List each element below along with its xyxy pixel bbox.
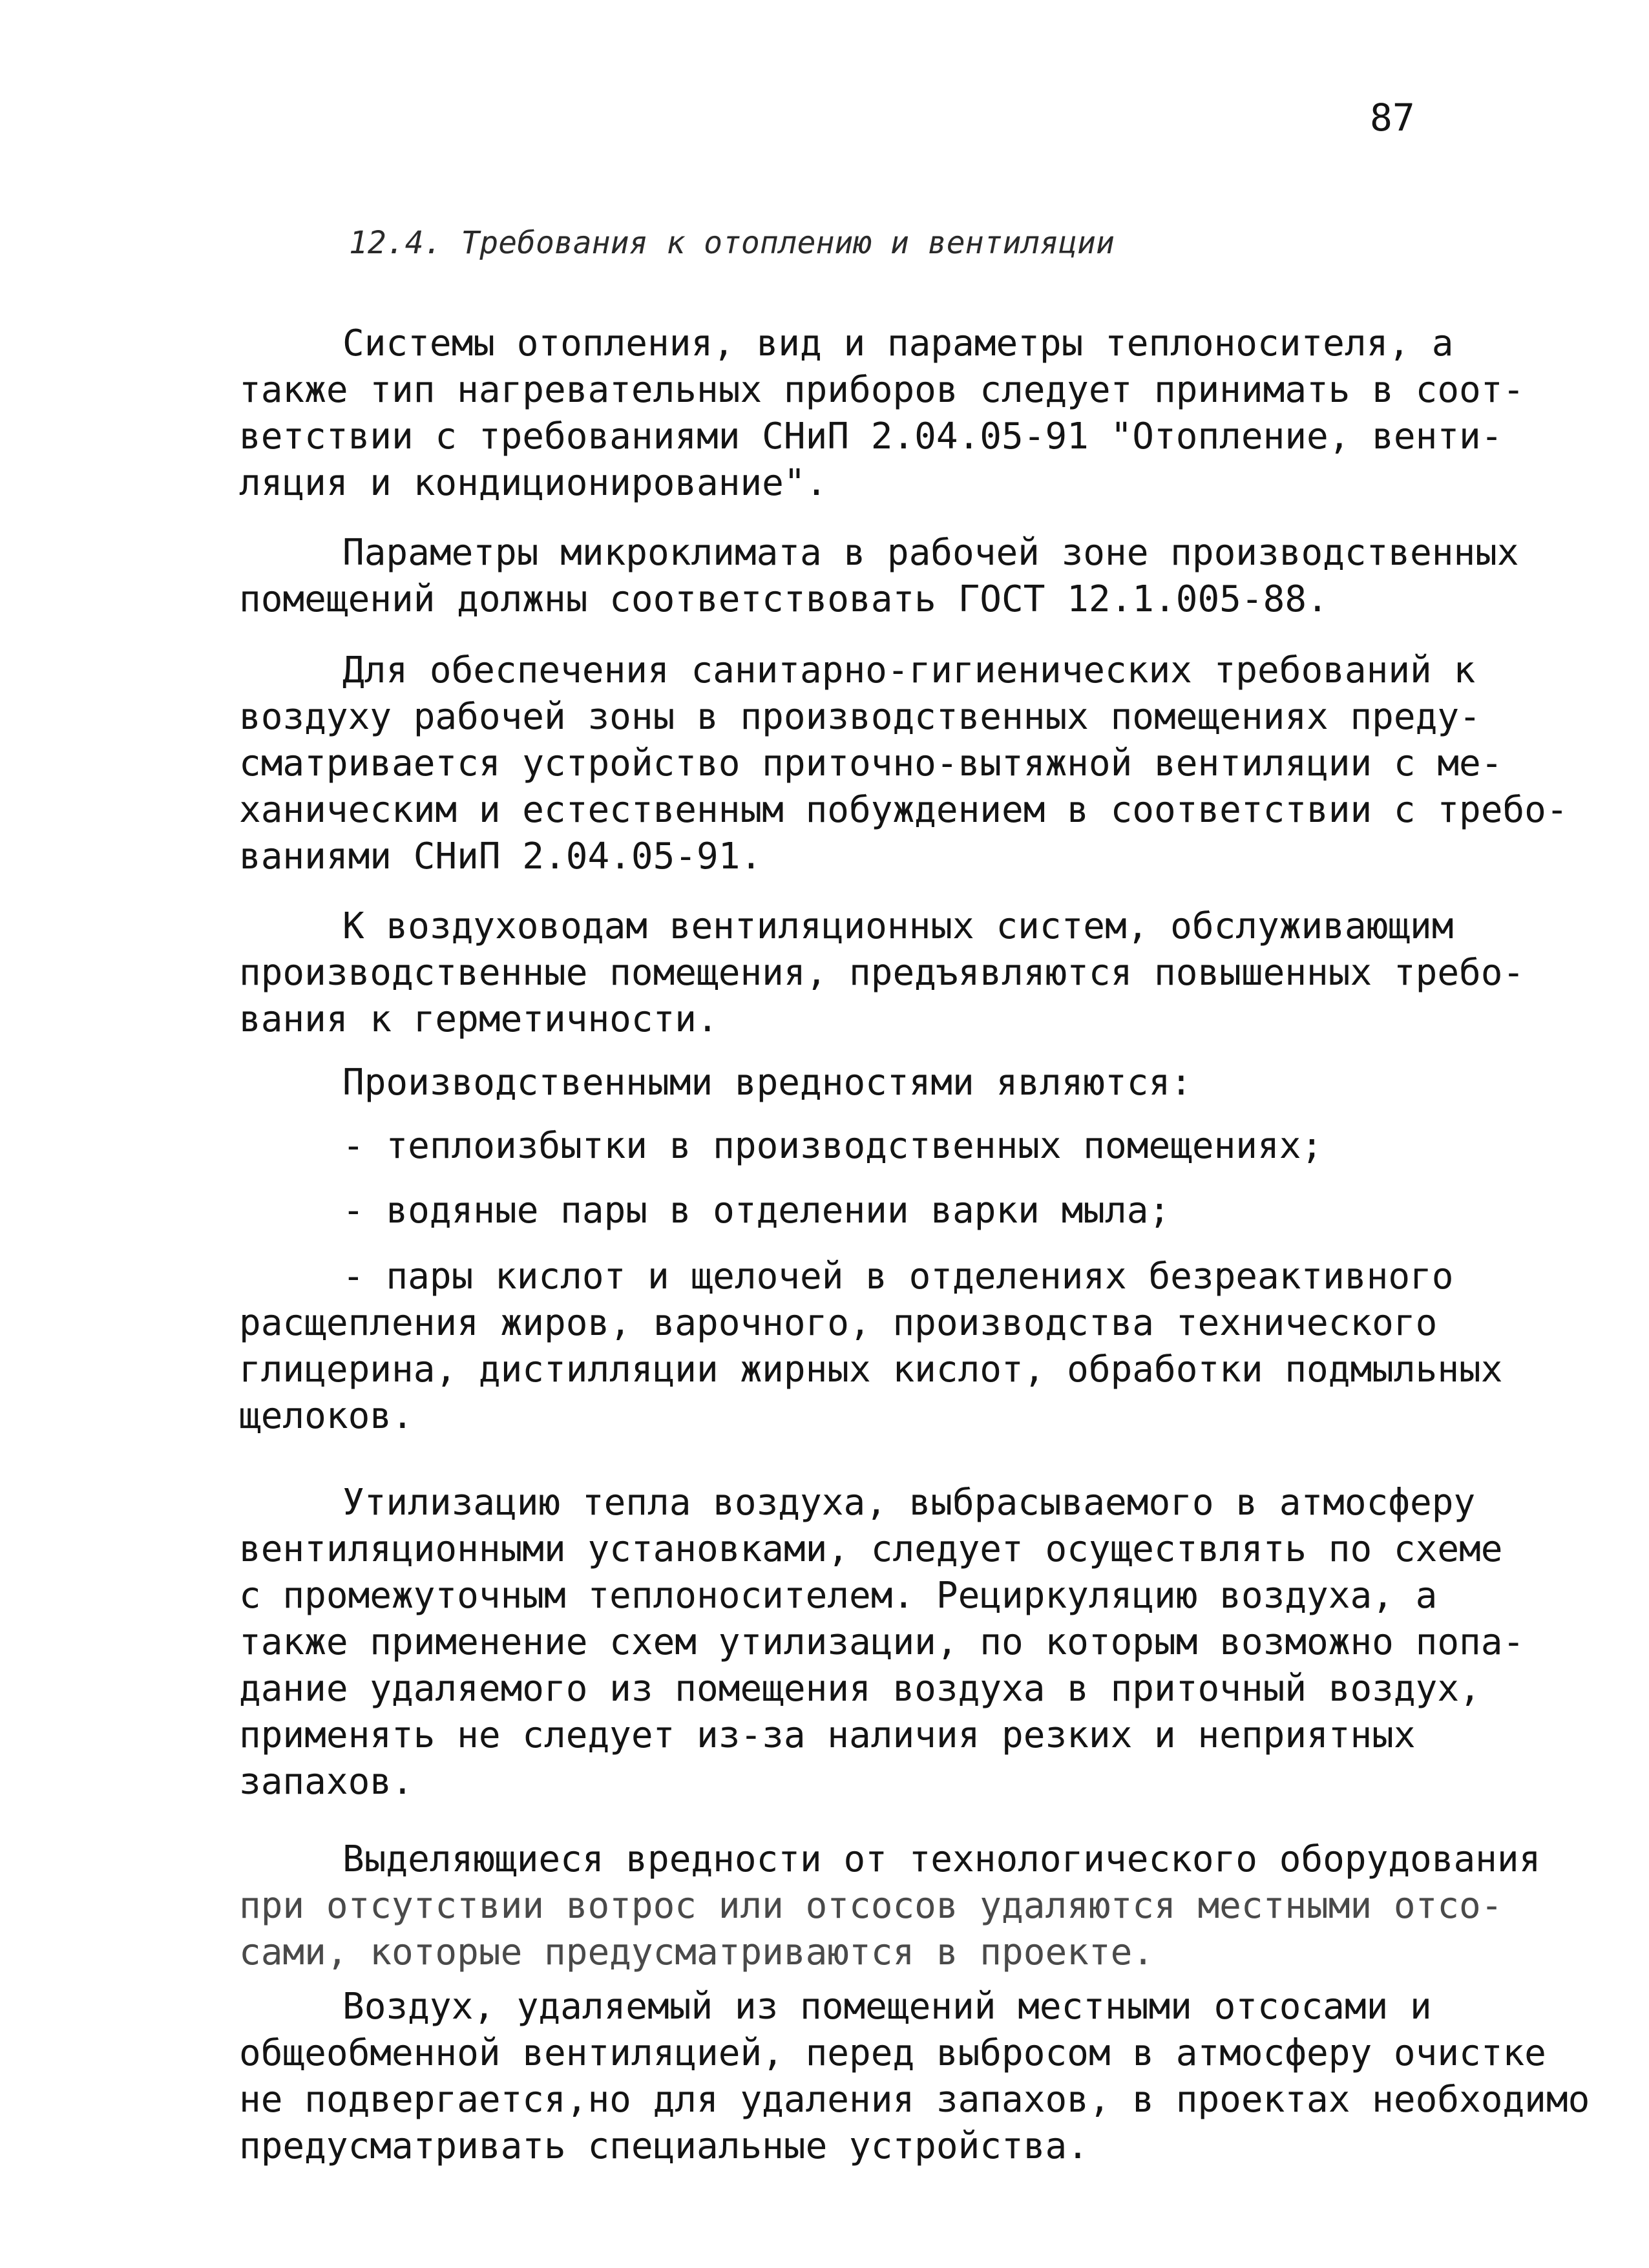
paragraph-heat-recovery-line-5: дание удаляемого из помещения воздуха в приточный воздух,	[239, 1668, 1481, 1710]
hazard-item-3-line-1: - пары кислот и щелочей в отделениях безреактивного	[342, 1255, 1454, 1297]
paragraph-ventilation-line-5: ваниями СНиП 2.04.05-91.	[239, 835, 762, 877]
paragraph-heat-recovery-line-7: запахов.	[239, 1761, 414, 1803]
paragraph-exhaust-cleaning-line-3: не подвергается,но для удаления запахов, в проектах необходимо	[239, 2079, 1590, 2121]
paragraph-heat-recovery-line-4: также применение схем утилизации, по которым возможно попа-	[239, 1621, 1525, 1663]
paragraph-microclimate-line-1: Параметры микроклимата в рабочей зоне производственных	[342, 532, 1519, 574]
hazard-item-3-line-3: глицерина, дистилляции жирных кислот, обработки подмыльных	[239, 1349, 1503, 1391]
paragraph-ducts-line-2: производственные помещения, предъявляются повышенных требо-	[239, 952, 1525, 994]
hazards-intro: Производственными вредностями являются:	[342, 1062, 1192, 1104]
paragraph-local-exhaust-line-1: Выделяющиеся вредности от технологического оборудования	[342, 1838, 1541, 1880]
hazard-item-3-line-2: расщепления жиров, варочного, производства технического	[239, 1302, 1438, 1344]
paragraph-exhaust-cleaning-line-1: Воздух, удаляемый из помещений местными отсосами и	[342, 1986, 1432, 2028]
paragraph-local-exhaust-line-3: сами, которые предусматриваются в проекте.	[239, 1931, 1155, 1973]
paragraph-heating-line-2: также тип нагревательных приборов следует принимать в соот-	[239, 369, 1525, 411]
paragraph-heat-recovery-line-3: с промежуточным теплоносителем. Рециркуляцию воздуха, а	[239, 1575, 1438, 1617]
hazard-item-3-line-4: щелоков.	[239, 1395, 414, 1437]
hazard-item-1: - теплоизбытки в производственных помещениях;	[342, 1125, 1323, 1167]
paragraph-exhaust-cleaning-line-4: предусматривать специальные устройства.	[239, 2125, 1089, 2167]
paragraph-heating-line-1: Системы отопления, вид и параметры теплоносителя, а	[342, 322, 1454, 364]
paragraph-heat-recovery-line-6: применять не следует из-за наличия резких и неприятных	[239, 1714, 1416, 1756]
page-number: 87	[1370, 96, 1415, 140]
paragraph-ventilation-line-1: Для обеспечения санитарно-гигиенических требований к	[342, 649, 1476, 691]
paragraph-ducts-line-3: вания к герметичности.	[239, 998, 719, 1040]
paragraph-heating-line-4: ляция и кондиционирование".	[239, 462, 828, 504]
paragraph-ventilation-line-2: воздуху рабочей зоны в производственных помещениях преду-	[239, 696, 1481, 738]
paragraph-microclimate-line-2: помещений должны соответствовать ГОСТ 12.1.005-88.	[239, 578, 1329, 620]
section-heading: 12.4. Требования к отоплению и вентиляции	[349, 225, 1115, 261]
paragraph-heat-recovery-line-2: вентиляционными установками, следует осуществлять по схеме	[239, 1528, 1503, 1570]
paragraph-exhaust-cleaning-line-2: общеобменной вентиляцией, перед выбросом в атмосферу очистке	[239, 2032, 1546, 2074]
paragraph-ducts-line-1: К воздуховодам вентиляционных систем, обслуживающим	[342, 905, 1454, 947]
paragraph-ventilation-line-3: сматривается устройство приточно-вытяжной вентиляции с ме-	[239, 742, 1503, 784]
hazard-item-2: - водяные пары в отделении варки мыла;	[342, 1190, 1171, 1232]
paragraph-heating-line-3: ветствии с требованиями СНиП 2.04.05-91 "Отопление, венти-	[239, 415, 1503, 457]
paragraph-local-exhaust-line-2: при отсутствии вотрос или отсосов удаляются местными отсо-	[239, 1885, 1503, 1927]
paragraph-ventilation-line-4: ханическим и естественным побуждением в соответствии с требо-	[239, 789, 1568, 831]
paragraph-heat-recovery-line-1: Утилизацию тепла воздуха, выбрасываемого в атмосферу	[342, 1482, 1476, 1524]
